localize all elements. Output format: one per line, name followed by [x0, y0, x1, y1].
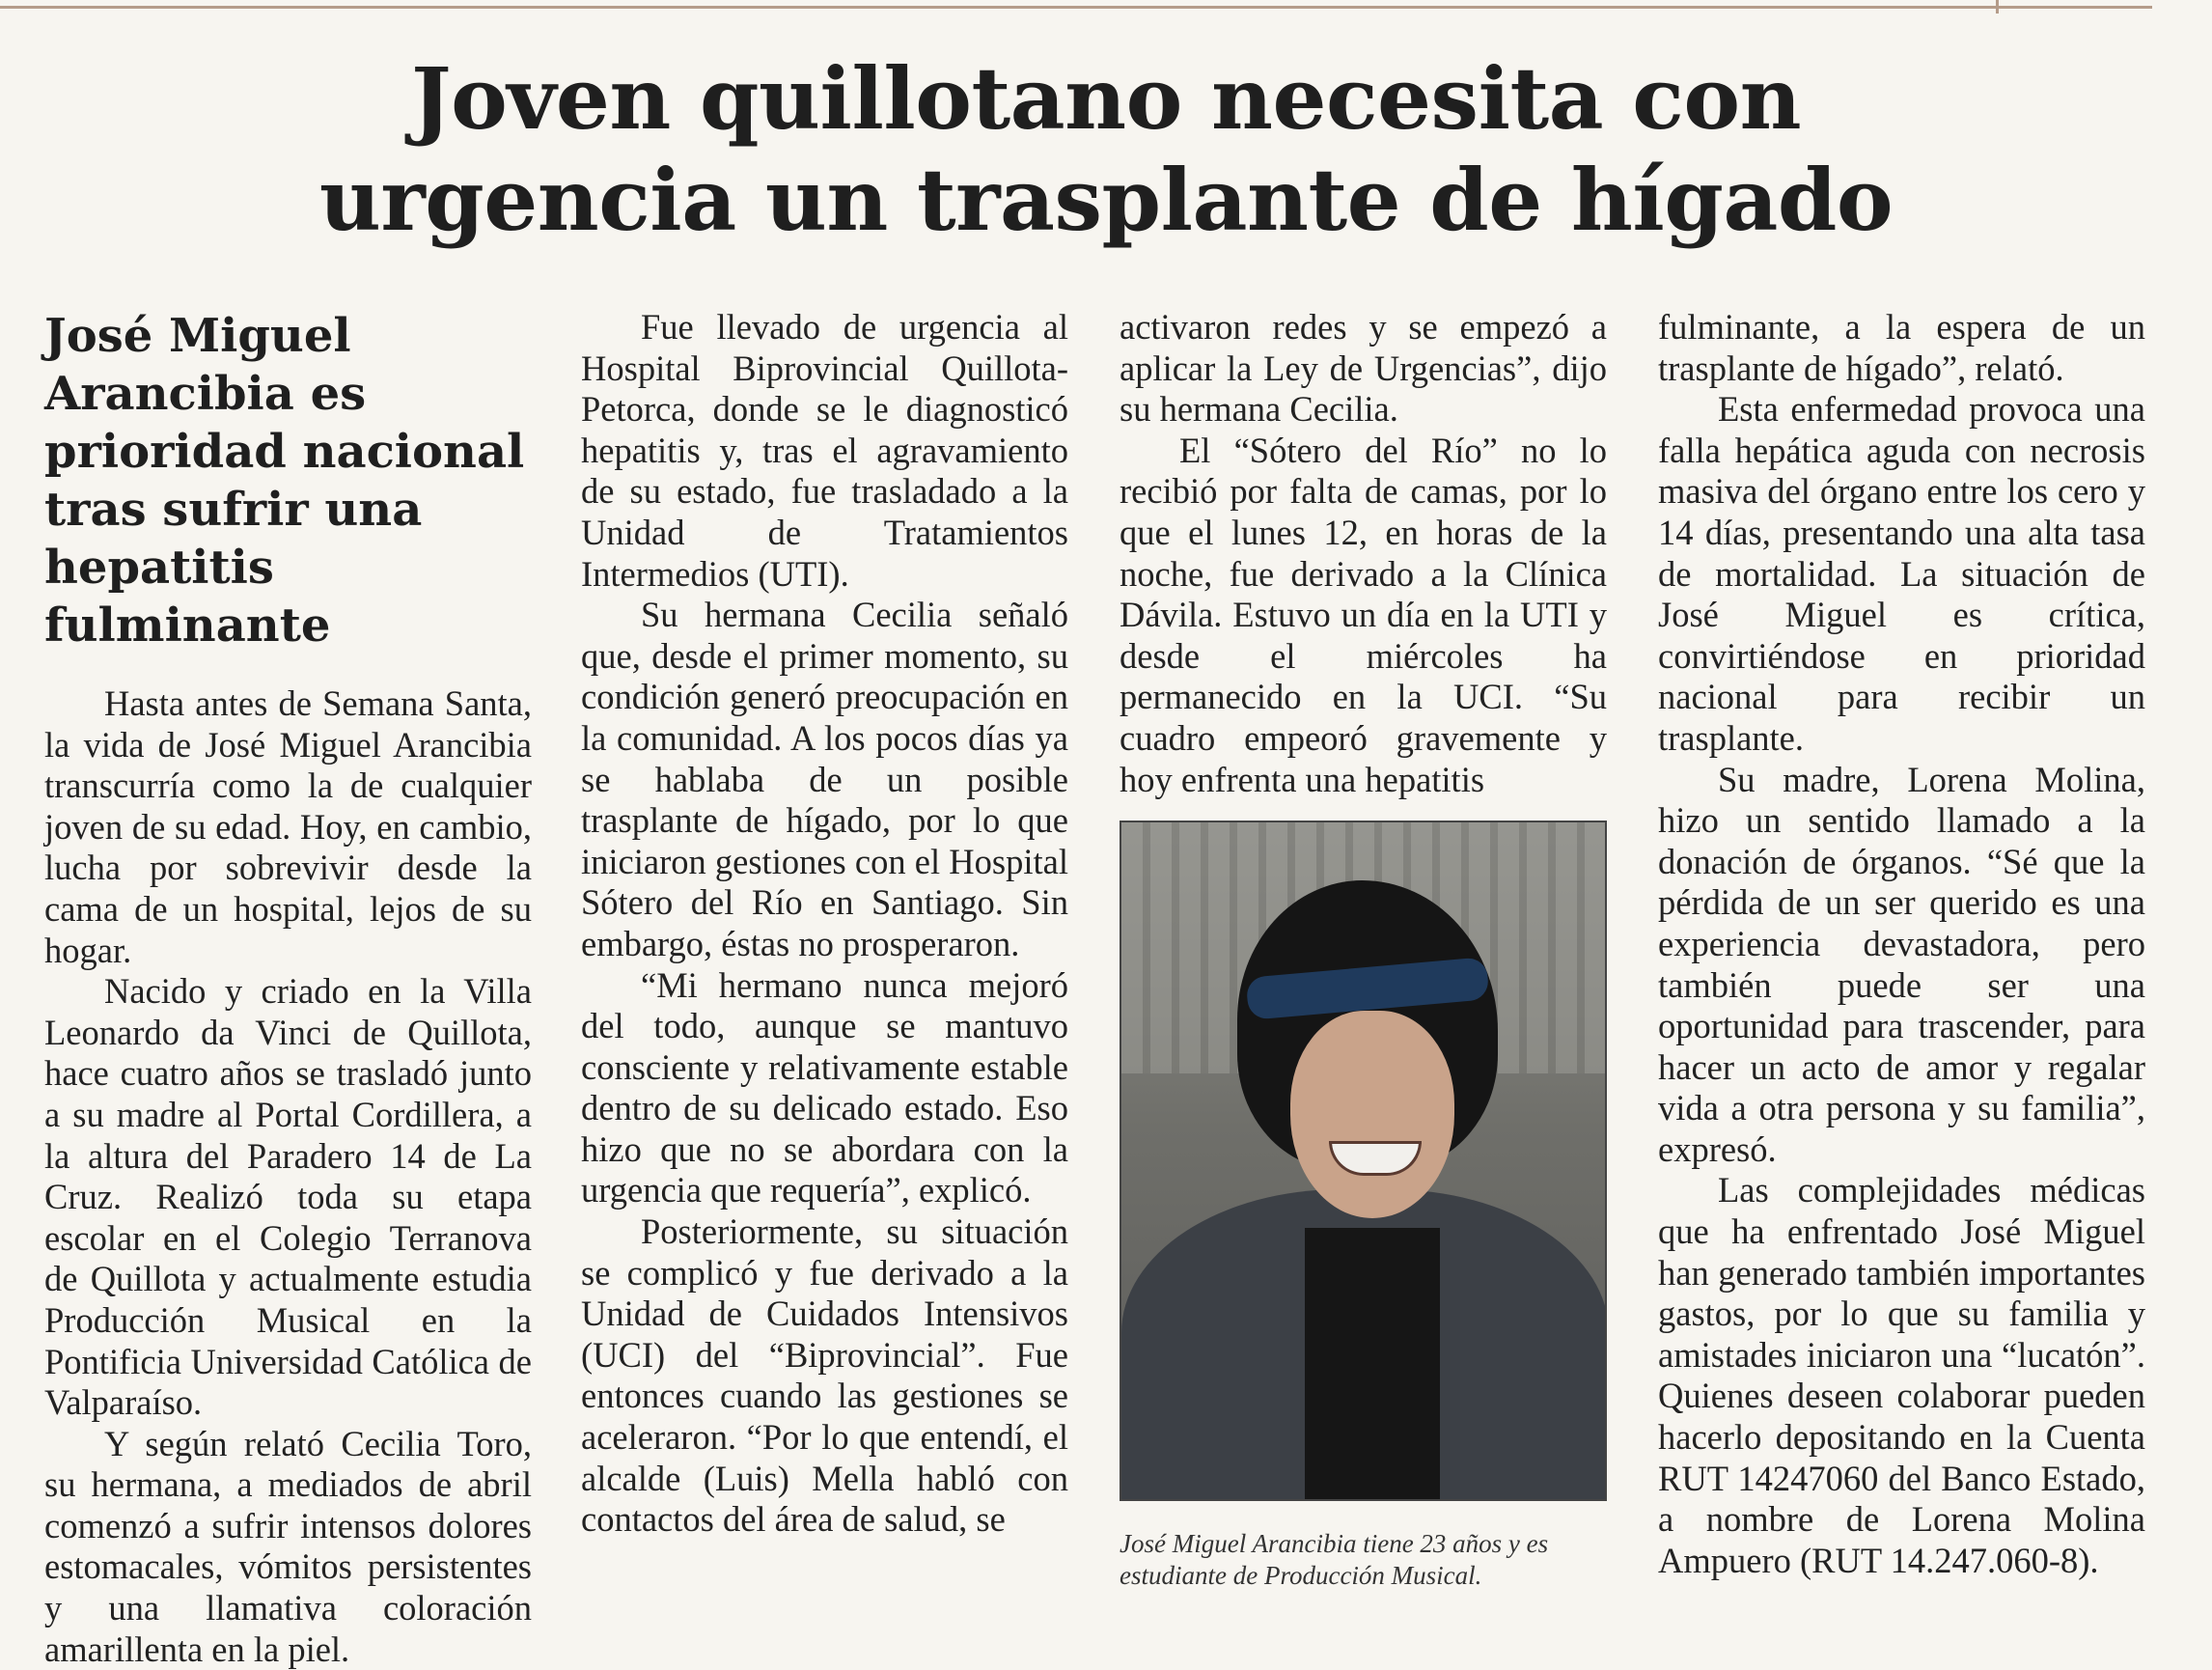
photo-shirt — [1305, 1228, 1440, 1501]
paragraph: Esta enfermedad provoca una falla hepática aguda con necrosis masiva del órgano entre los cero y 14 días, presentando una alta tasa de mortalidad. La situación de José Miguel es crítica, convirtiéndose en prioridad nacional para recibir un trasplante. — [1658, 389, 2145, 758]
photo-caption: José Miguel Arancibia tiene 23 años y es estudiante de Producción Musical. — [1120, 1529, 1549, 1590]
photo-face — [1290, 1011, 1454, 1218]
subheadline: José Miguel Arancibia es prioridad nacional tras sufrir una hepatitis fulminante — [44, 309, 525, 653]
paragraph: Posteriormente, su situación se complicó y fue derivado a la Unidad de Cuidados Intensivos (UCI) del “Biprovincial”. Fue entonces cuando las gestiones se aceleraron. “Por lo que entendí, el alcalde (Luis) Mella habló con contactos del área de salud, se — [581, 1211, 1068, 1540]
paragraph: Su madre, Lorena Molina, hizo un sentido llamado a la donación de órganos. “Sé que la pérdida de un ser querido es una experiencia devastadora, pero también puede ser una oportunidad para trascender, para hacer un acto de amor y regalar vida a otra persona y su familia”, expresó. — [1658, 759, 2145, 1169]
paragraph: Hasta antes de Semana Santa, la vida de José Miguel Arancibia transcurría como la de cualquier joven de su edad. Hoy, en cambio, lucha por sobrevivir desde la cama de un hospital, lejos de su hogar. — [44, 683, 532, 970]
paragraph: Nacido y criado en la Villa Leonardo da Vinci de Quillota, hace cuatro años se trasladó junto a su madre al Portal Cordillera, a la altura del Paradero 14 de La Cruz. Realizó toda su etapa escolar en el Colegio Terranova de Quillota y actualmente estudia Producción Musical en la Pontificia Universidad Católica de Valparaíso. — [44, 971, 532, 1423]
column-4 — [1658, 307, 2145, 1581]
headline-line-2: urgencia un trasplante de hígado — [318, 150, 1894, 250]
paragraph: Su hermana Cecilia señaló que, desde el primer momento, su condición generó preocupación en la comunidad. A los pocos días ya se hablaba de un posible trasplante de hígado, por lo que iniciaron gestiones con el Hospital Sótero del Río en Santiago. Sin embargo, éstas no prosperaron. — [581, 595, 1068, 963]
top-rule-tick — [1996, 0, 1999, 14]
paragraph: Fue llevado de urgencia al Hospital Biprovincial Quillota-Petorca, donde se le diagnosticó hepatitis y, tras el agravamiento de su estado, fue trasladado a la Unidad de Tratamientos Intermedios (UTI). — [581, 307, 1068, 594]
paragraph: activaron redes y se empezó a aplicar la Ley de Urgencias”, dijo su hermana Cecilia. — [1120, 307, 1607, 430]
column-3 — [1120, 307, 1607, 800]
paragraph: El “Sótero del Río” no lo recibió por falta de camas, por lo que el lunes 12, en horas de la noche, fue derivado a la Clínica Dávila. Estuvo un día en la UTI y desde el miércoles ha permanecido en la UCI. “Su cuadro empeoró gravemente y hoy enfrenta una hepatitis — [1120, 430, 1607, 799]
headline-line-1: Joven quillotano necesita con — [410, 48, 1802, 149]
portrait-photo — [1120, 821, 1607, 1501]
paragraph: fulminante, a la espera de un trasplante de hígado”, relató. — [1658, 307, 2145, 388]
column-2 — [581, 307, 1068, 1541]
headline — [0, 48, 2212, 251]
paragraph: Y según relató Cecilia Toro, su hermana, a mediados de abril comenzó a sufrir intensos dolores estomacales, vómitos persistentes y una llamativa coloración amarillenta en la piel. — [44, 1423, 532, 1669]
top-rule — [0, 6, 2152, 9]
paragraph: Las complejidades médicas que ha enfrentado José Miguel han generado también importantes gastos, por lo que su familia y amistades iniciaron una “lucatón”. Quienes deseen colaborar pueden hacerlo depositando en la Cuenta RUT 14247060 del Banco Estado, a nombre de Lorena Molina Ampuero (RUT 14.247.060-8). — [1658, 1170, 2145, 1580]
paragraph: “Mi hermano nunca mejoró del todo, aunque se mantuvo consciente y relativamente estable dentro de su delicado estado. Eso hizo que no se abordara con la urgencia que requería”, explicó. — [581, 964, 1068, 1211]
column-1 — [44, 307, 532, 1670]
